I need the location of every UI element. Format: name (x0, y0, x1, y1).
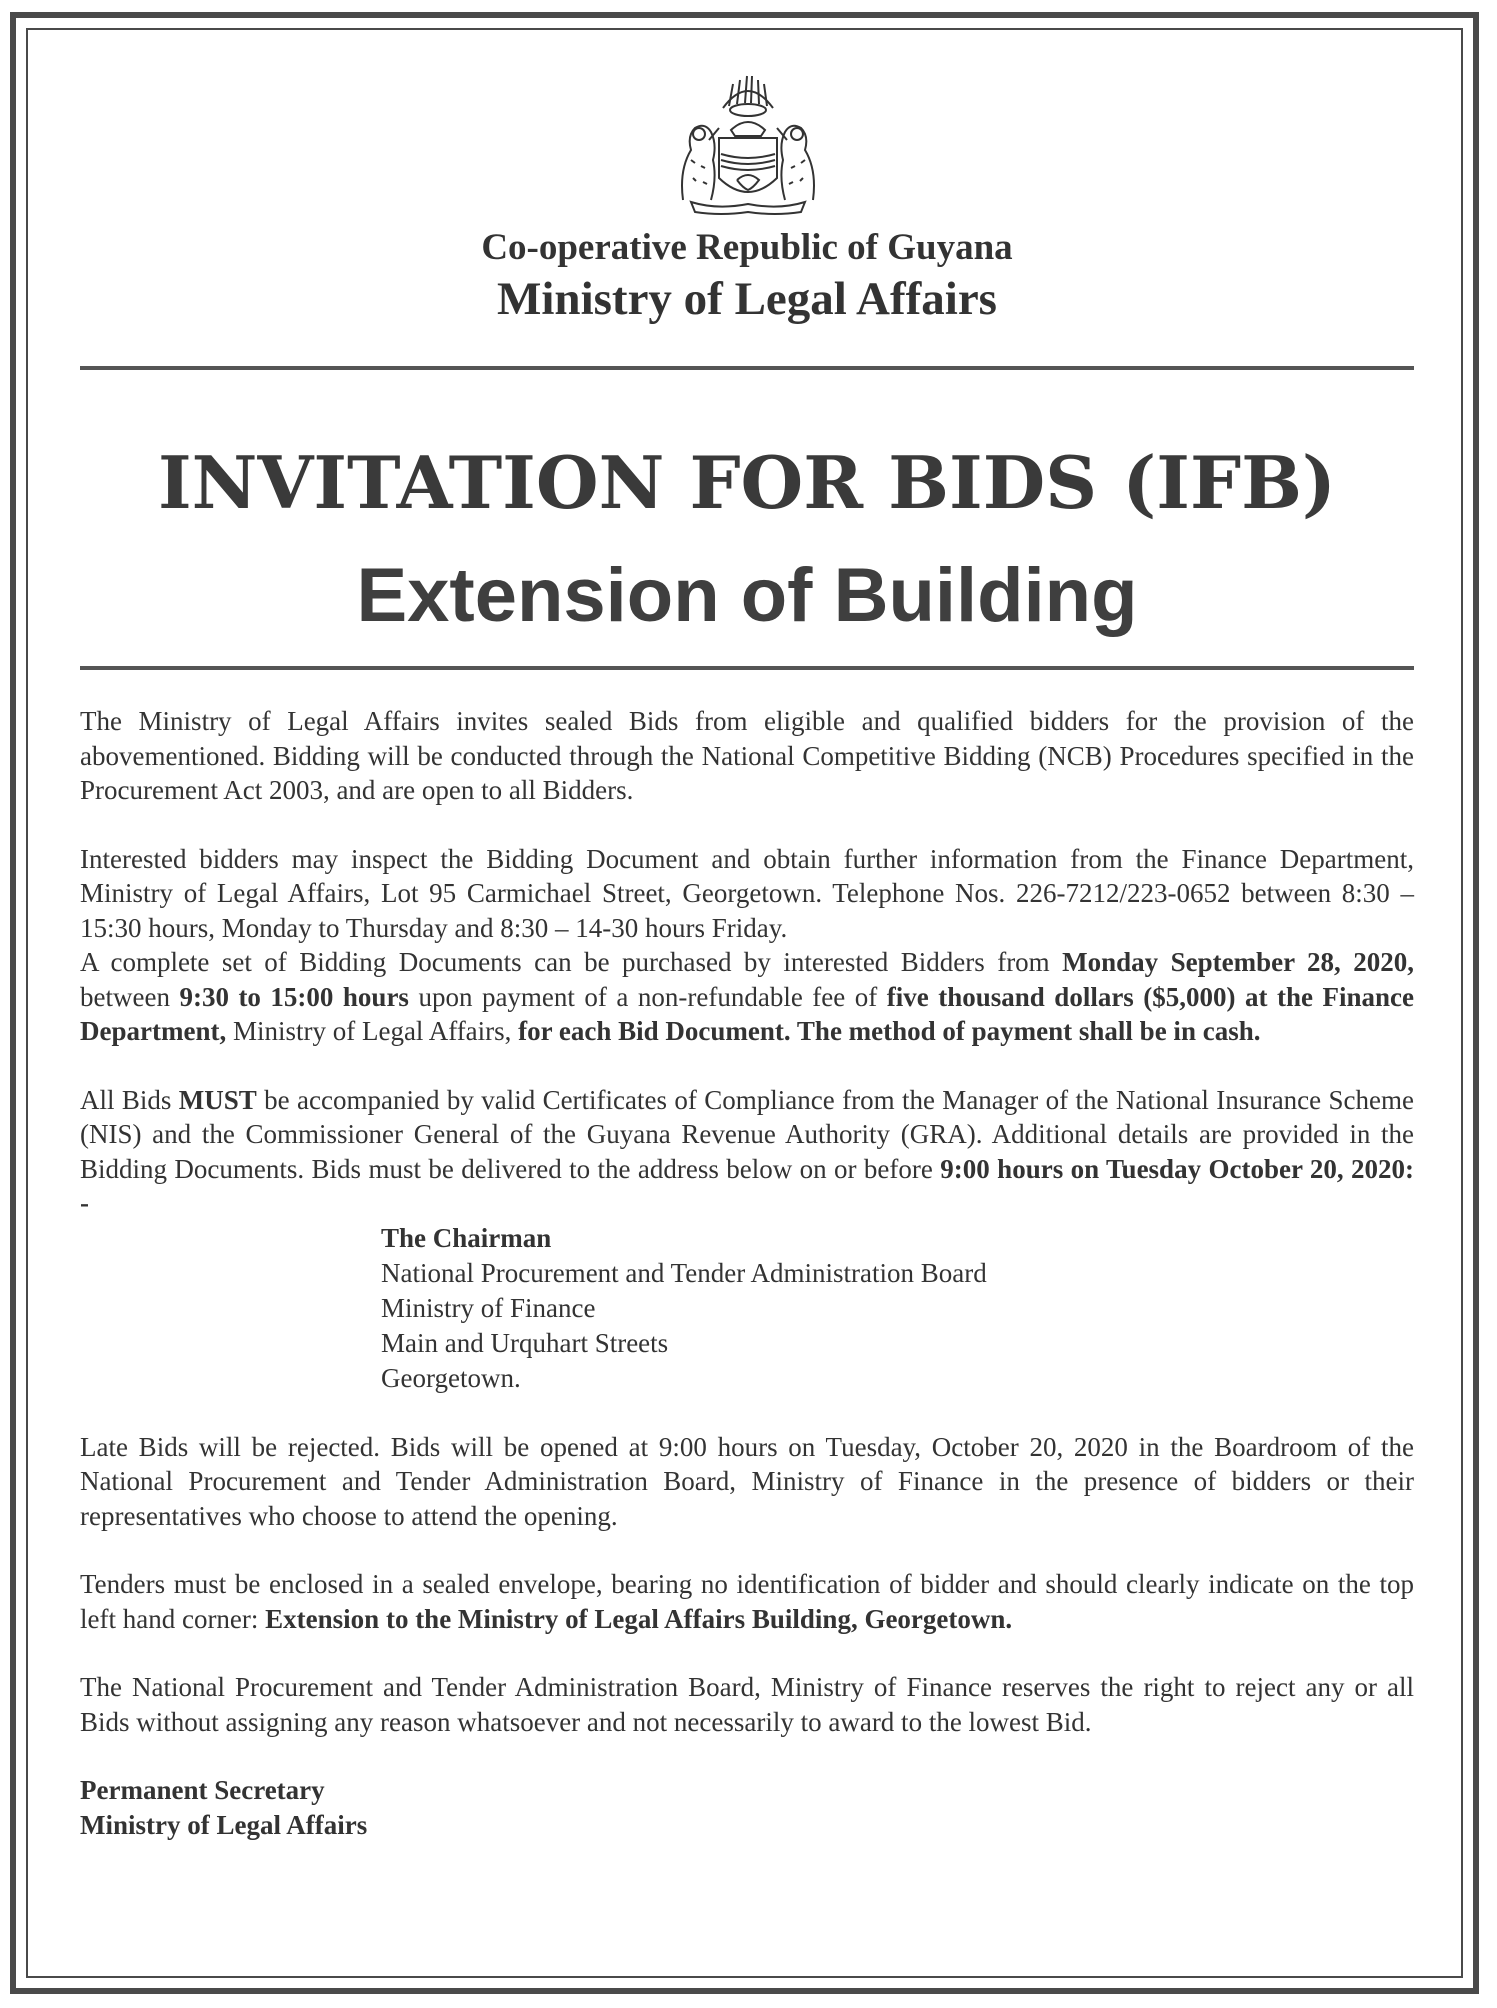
delivery-address (381, 1221, 1414, 1396)
paragraph-rights: The National Procurement and Tender Administration Board, Ministry of Finance reserves the right to reject any or all Bids without assigning any reason whatsoever and not necessarily to award to the lowest Bid. (80, 1672, 1414, 1737)
address-line: Main and Urquhart Streets (381, 1327, 669, 1358)
notice-subtitle: Extension of Building (356, 553, 1138, 638)
address-line: The Chairman (381, 1222, 552, 1253)
country-name: Co-operative Republic of Guyana (481, 227, 1013, 268)
paragraph-compliance: All Bids MUST be accompanied by valid Certificates of Compliance from the Manager of the National Insurance Scheme (NIS) and the Commissioner General of the Guyana Revenue Authority (GRA). Additional details are provided in the Bidding Documents. Bids must be delivered to the address below on or before 9:00 hours on Tuesday October 20, 2020: - (80, 1084, 1414, 1218)
notice-body (80, 704, 1414, 1843)
address-line: Ministry of Finance (381, 1292, 596, 1323)
ministry-name: Ministry of Legal Affairs (497, 273, 997, 325)
paragraph-inspection: Interested bidders may inspect the Bidding Document and obtain further information from the Finance Department, Ministry of Legal Affairs, Lot 95 Carmichael Street, Georgetown. Telephone Nos. 226-7212/223-0652 between 8:30 – 15:30 hours, Monday to Thursday and 8:30 – 14-30 hours Friday. (80, 843, 1414, 943)
signature-ministry: Ministry of Legal Affairs (80, 1810, 368, 1840)
coat-of-arms-icon (661, 70, 835, 216)
paragraph-envelope: Tenders must be enclosed in a sealed envelope, bearing no identification of bidder and should clearly indicate on the top left hand corner: Extension to the Ministry of Legal Affairs Building, Georgetown. (80, 1569, 1414, 1634)
paragraph-opening: Late Bids will be rejected. Bids will be opened at 9:00 hours on Tuesday, October 20, 2020 in the Boardroom of the National Procurement and Tender Administration Board, Ministry of Finance in the presence of bidders or their representatives who choose to attend the opening. (80, 1431, 1414, 1531)
paragraph-purchase: A complete set of Bidding Documents can be purchased by interested Bidders from Monday September 28, 2020, between 9:30 to 15:00 hours upon payment of a non-refundable fee of five thousand dollars ($5,000) at the Finance Department, Ministry of Legal Affairs, for each Bid Document. The method of payment shall be in cash. (80, 947, 1415, 1046)
notice (80, 60, 1414, 1960)
top-divider (80, 366, 1414, 370)
signature-title: Permanent Secretary (80, 1775, 325, 1805)
address-line: National Procurement and Tender Administration Board (381, 1257, 987, 1288)
notice-title: INVITATION FOR BIDS (IFB) (157, 440, 1336, 525)
address-line: Georgetown. (381, 1362, 521, 1393)
bottom-divider (80, 666, 1414, 670)
paragraph-intro: The Ministry of Legal Affairs invites sealed Bids from eligible and qualified bidders for the provision of the abovementioned. Bidding will be conducted through the National Competitive Bidding (NCB) Procedures specified in the Procurement Act 2003, and are open to all Bidders. (80, 706, 1414, 805)
